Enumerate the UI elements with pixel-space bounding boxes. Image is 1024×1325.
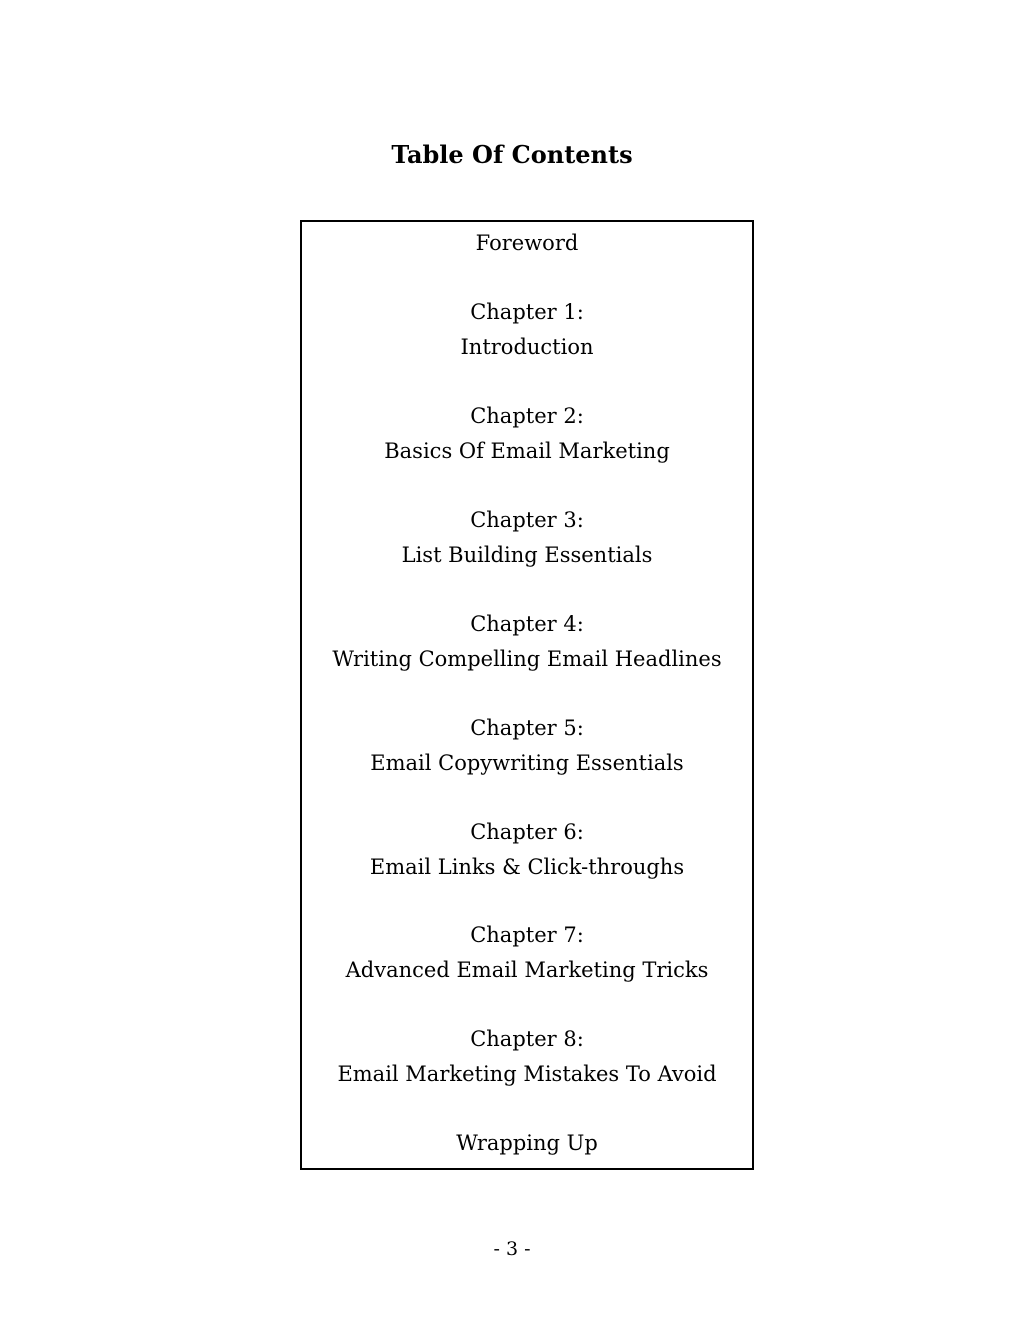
toc-chapter-8-label: Chapter 8: xyxy=(470,1027,584,1051)
toc-entry-wrapping-up: Wrapping Up xyxy=(456,1131,598,1155)
toc-entry-foreword: Foreword xyxy=(475,231,579,255)
toc-chapter-2-label: Chapter 2: xyxy=(470,404,584,428)
toc-chapter-5-label: Chapter 5: xyxy=(470,716,584,740)
toc-chapter-5-title: Email Copywriting Essentials xyxy=(370,751,684,775)
toc-chapter-3-label: Chapter 3: xyxy=(470,508,584,532)
toc-chapter-7-label: Chapter 7: xyxy=(470,923,584,947)
toc-chapter-4-label: Chapter 4: xyxy=(470,612,584,636)
toc-chapter-1-label: Chapter 1: xyxy=(470,300,584,324)
toc-chapter-6-label: Chapter 6: xyxy=(470,820,584,844)
toc-chapter-7-title: Advanced Email Marketing Tricks xyxy=(345,958,709,982)
page-title: Table Of Contents xyxy=(391,140,633,169)
table-of-contents-box xyxy=(300,220,754,1170)
toc-chapter-2-title: Basics Of Email Marketing xyxy=(384,439,670,463)
toc-chapter-8-title: Email Marketing Mistakes To Avoid xyxy=(337,1062,717,1086)
page-number: - 3 - xyxy=(493,1238,531,1260)
toc-chapter-3-title: List Building Essentials xyxy=(401,543,653,567)
toc-chapter-6-title: Email Links & Click-throughs xyxy=(369,855,685,879)
toc-chapter-4-title: Writing Compelling Email Headlines xyxy=(332,647,722,671)
toc-chapter-1-title: Introduction xyxy=(460,335,594,359)
